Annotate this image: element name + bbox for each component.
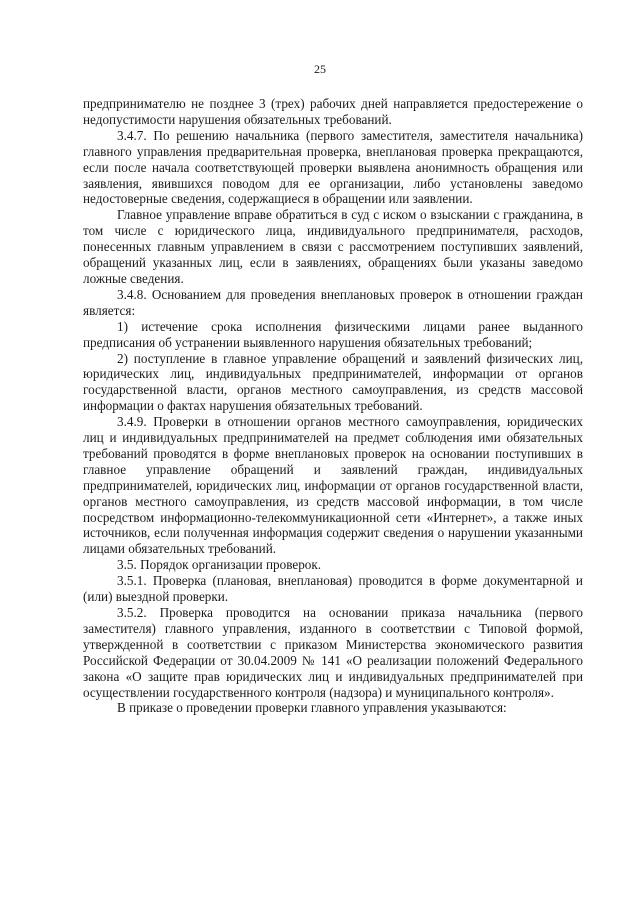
page-number: 25 — [314, 62, 326, 76]
paragraph: В приказе о проведении проверки главного управления указываются: — [117, 700, 507, 716]
paragraph: 3.4.7. По решению начальника (первого заместителя, заместителя начальника) главного управления предварительная проверка, внеплановая проверка прекращаются, если после начала соответствующей проверки выявлена анонимность обращения или заявления, явившихся поводом для ее организации, либо установлены заведомо недостоверные сведения, содержащиеся в обращении или заявлении. — [83, 127, 583, 207]
paragraph: 1) истечение срока исполнения физическими лицами ранее выданного предписания об устранении выявленного нарушения обязательных требований; — [83, 318, 583, 350]
paragraph: 3.4.9. Проверки в отношении органов местного самоуправления, юридических лиц и индивидуальных предпринимателей на предмет соблюдения ими обязательных требований проводятся в форме внеплановых проверок на основании поступивших в главное управление обращений и заявлений граждан, индивидуальных предпринимателей, юридических лиц, информации от органов государственной власти, органов местного самоуправления, из средств массовой информации, в том числе посредством информационно-телекоммуникационной сети «Интернет», а также иных источников, если полученная информация содержит сведения о нарушении указанными лицами обязательных требований. — [83, 414, 583, 557]
paragraph: 3.5.1. Проверка (плановая, внеплановая) проводится в форме документарной и (или) выездной проверки. — [83, 573, 583, 605]
paragraph: предпринимателю не позднее 3 (трех) рабочих дней направляется предостережение о недопустимости нарушения обязательных требований. — [83, 96, 583, 127]
document-body — [83, 96, 583, 716]
paragraph: 3.4.8. Основанием для проведения внеплановых проверок в отношении граждан является: — [83, 286, 583, 318]
paragraph: 3.5.2. Проверка проводится на основании приказа начальника (первого заместителя) главного управления, изданного в соответствии с Типовой формой, утвержденной в соответствии с приказом Министерства экономического развития Российской Федерации от 30.04.2009 № 141 «О реализации положений Федерального закона «О защите прав юридических лиц и индивидуальных предпринимателей при осуществлении государственного контроля (надзора) и муниципального контроля». — [83, 605, 583, 700]
paragraph: Главное управление вправе обратиться в суд с иском о взыскании с гражданина, в том числе с юридического лица, индивидуального предпринимателя, расходов, понесенных главным управлением в связи с рассмотрением поступивших заявлений, обращений указанных лиц, если в заявлениях, обращениях были указаны заведомо ложные сведения. — [83, 207, 583, 286]
paragraph: 3.5. Порядок организации проверок. — [117, 557, 322, 573]
paragraph: 2) поступление в главное управление обращений и заявлений физических лиц, юридических лиц, индивидуальных предпринимателей, информации от органов государственной власти, органов местного самоуправления, из средств массовой информации о фактах нарушения обязательных требований. — [83, 350, 583, 414]
